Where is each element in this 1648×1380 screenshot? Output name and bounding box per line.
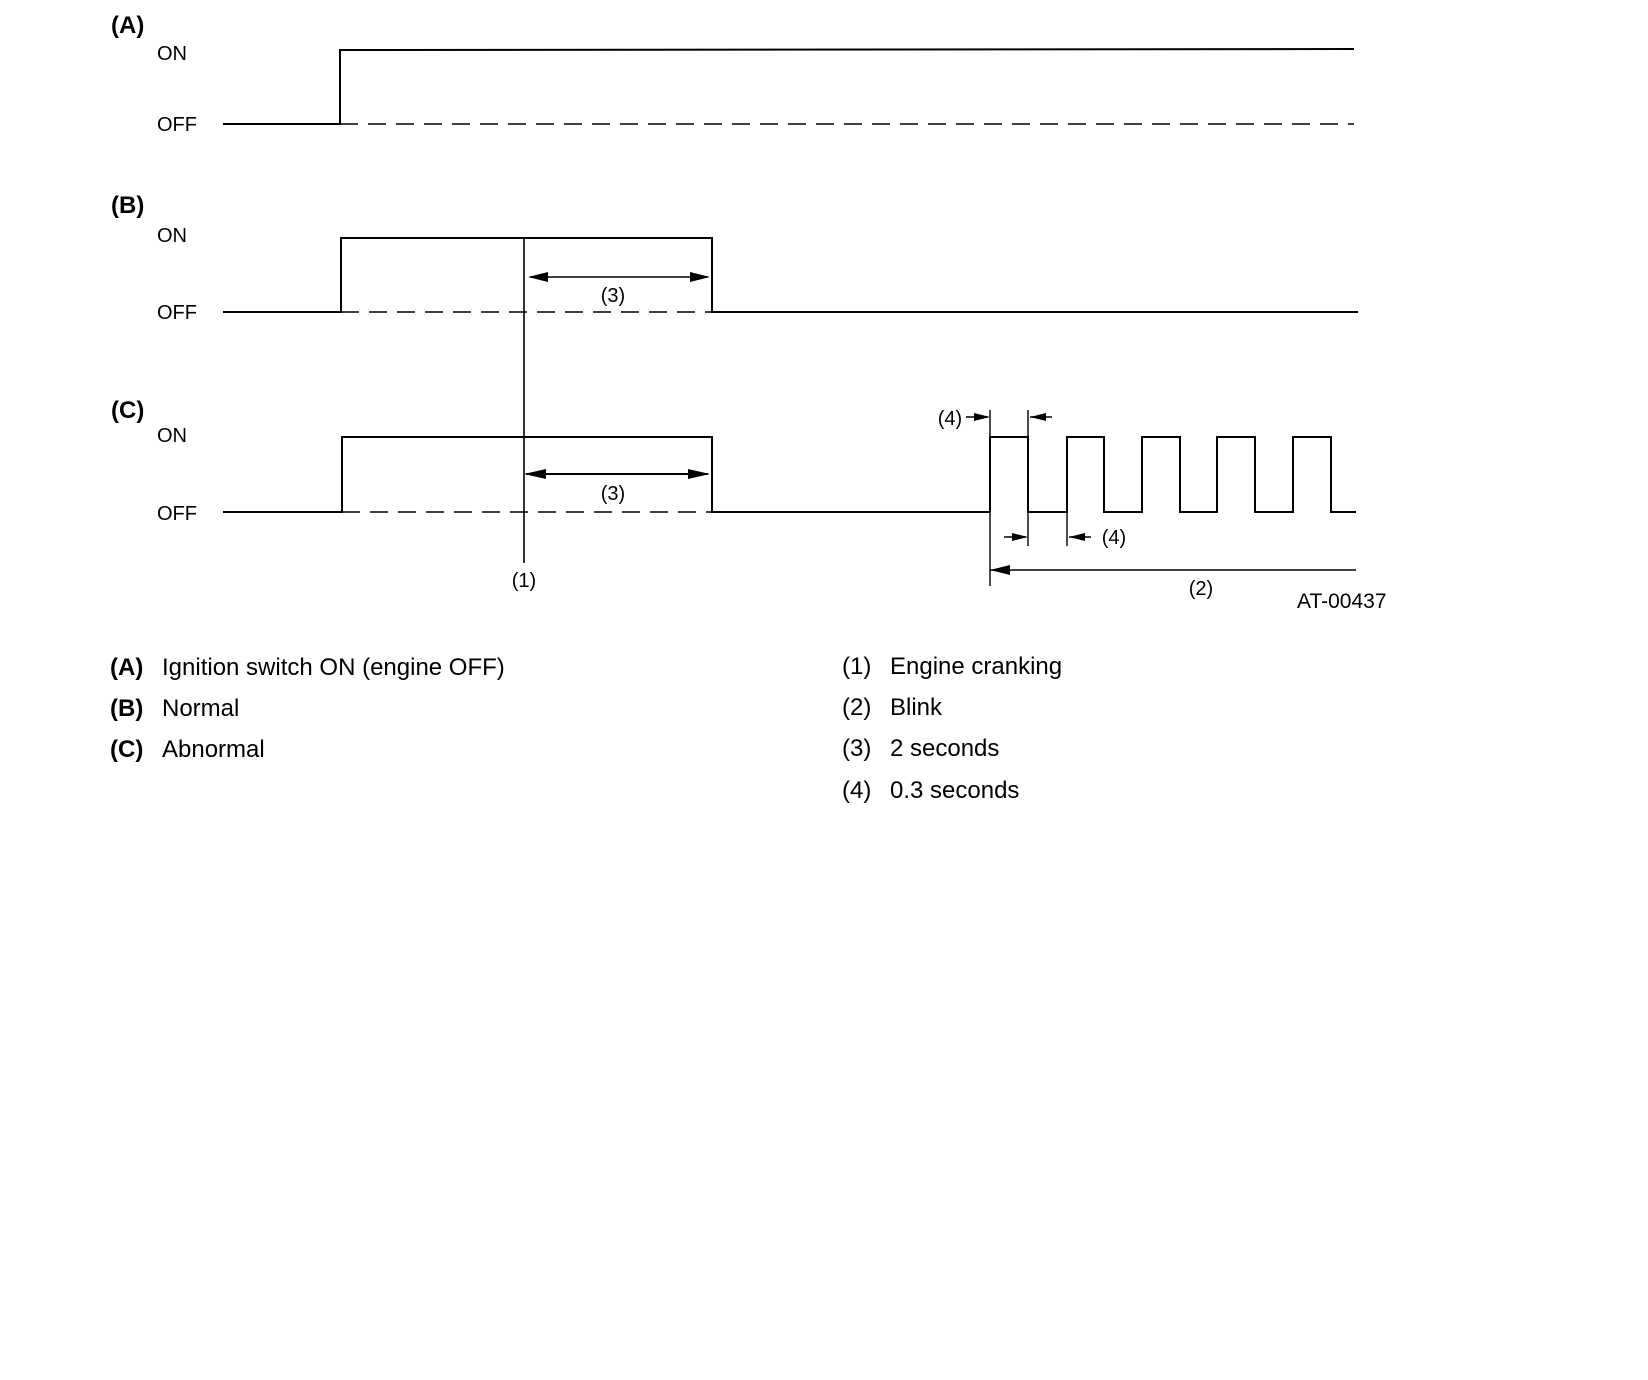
panel-c-on-time-dimension [966,410,1052,437]
legend-key: (3) [842,735,872,762]
legend-text: 2 seconds [890,735,1000,762]
legend-key: (C) [110,736,144,763]
legend-text: Engine cranking [890,653,1063,680]
legend-text: Blink [890,694,943,721]
panel-c-two-seconds-label: (3) [600,483,626,505]
legend-key: (2) [842,694,872,721]
panel-a-off-label: OFF [157,114,197,136]
panel-c-on-time-label: (4) [937,408,963,430]
panel-c-off-time-dimension [1004,512,1091,546]
engine-cranking-marker-label: (1) [511,570,537,592]
panel-b-two-seconds-dimension [528,272,710,282]
panel-c-on-label: ON [157,425,187,447]
panel-a-signal [223,49,1354,124]
panel-b-label: (B) [111,192,145,219]
panel-a-on-label: ON [157,43,187,65]
panel-a-label: (A) [111,12,145,39]
legend-text: Normal [162,695,240,722]
legend-text: Abnormal [162,736,265,763]
legend-key: (1) [842,653,872,680]
panel-c-label: (C) [111,397,145,424]
panel-c-two-seconds-dimension [524,469,710,479]
legend-key: (A) [110,654,144,681]
legend-text: Ignition switch ON (engine OFF) [162,654,505,681]
panel-b-signal [223,238,1358,312]
legend-key: (4) [842,777,872,804]
panel-b-off-label: OFF [157,302,197,324]
figure-code: AT-00437 [1297,590,1387,613]
panel-b-on-label: ON [157,225,187,247]
blink-marker-label: (2) [1188,578,1214,600]
legend-text: 0.3 seconds [890,777,1020,804]
panel-c-blink-pulse-train [990,437,1356,512]
panel-c-blink-dimension [990,512,1356,586]
legend-key: (B) [110,695,144,722]
panel-b-two-seconds-label: (3) [600,285,626,307]
panel-c-off-time-label: (4) [1101,527,1127,549]
panel-c-off-label: OFF [157,503,197,525]
